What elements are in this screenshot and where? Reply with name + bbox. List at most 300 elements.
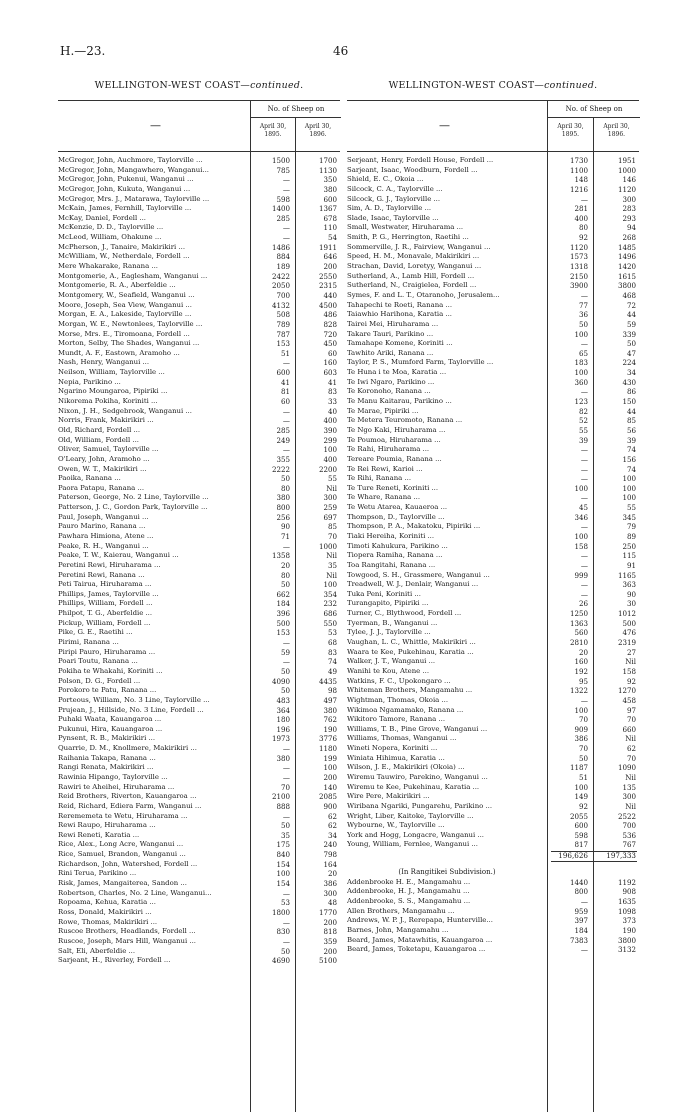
owner-name: Turangapito, Pipiriki ... bbox=[347, 599, 429, 608]
owner-name: Pike, G. E., Raetihi ... bbox=[58, 628, 133, 637]
sheep-1896: 458 bbox=[622, 695, 636, 705]
owner-name: Young, William, Fernlee, Wanganui ... bbox=[347, 840, 478, 849]
table-row bbox=[58, 686, 340, 696]
table-row bbox=[347, 571, 639, 581]
table-row bbox=[347, 522, 639, 532]
owner-name: Rewi Raupo, Hiruharama ... bbox=[58, 821, 156, 830]
owner-name: Risk, James, Mangaiterea, Sandon ... bbox=[58, 879, 187, 888]
sheep-1896: 339 bbox=[622, 329, 636, 339]
sheep-1895: 36 bbox=[578, 310, 588, 320]
sheep-1895: — bbox=[282, 744, 290, 754]
table-row bbox=[58, 628, 340, 638]
sheep-1896: 100 bbox=[622, 474, 636, 484]
owner-name: Te Marae, Pipiriki ... bbox=[347, 406, 419, 415]
owner-name: Morton, Selby, The Shades, Wanganui ... bbox=[58, 339, 200, 348]
owner-name: Te Ngo Kaki, Hiruharama ... bbox=[347, 425, 446, 434]
sheep-1895: 4132 bbox=[271, 300, 290, 310]
sheep-1896: 1000 bbox=[318, 541, 337, 551]
table-row bbox=[58, 195, 340, 205]
table-row bbox=[58, 397, 340, 407]
sheep-1896: 190 bbox=[323, 724, 337, 734]
owner-name: McGregor, John, Mangawhero, Wanganui... bbox=[58, 165, 209, 174]
owner-name: Pynsent, R. B., Makirikiri ... bbox=[58, 734, 156, 743]
owner-name: Phillips, William, Fordell ... bbox=[58, 599, 153, 608]
table-row bbox=[58, 378, 340, 388]
document-ref: H.—23. bbox=[60, 44, 106, 58]
sheep-1896: 345 bbox=[622, 512, 636, 522]
owner-name: Beard, James, Toketapu, Kauangaroa ... bbox=[347, 945, 486, 954]
owner-name: McGregor, John, Pukenui, Wanganui ... bbox=[58, 175, 194, 184]
owner-name: Treadwell, W. J., Denlair, Wanganui ... bbox=[347, 580, 479, 589]
sheep-1896: 430 bbox=[622, 377, 636, 387]
table-row bbox=[347, 407, 639, 417]
sheep-1895: 888 bbox=[276, 801, 290, 811]
sheep-1895: 2150 bbox=[569, 271, 588, 281]
sheep-1896: 293 bbox=[622, 213, 636, 223]
sheep-1896: 68 bbox=[327, 638, 337, 648]
owner-name: McGregor, John, Kukuta, Wanganui ... bbox=[58, 184, 191, 193]
owner-name: Pawhara Himiona, Atene ... bbox=[58, 531, 154, 540]
owner-name: Salt, Eli, Aberfeldie ... bbox=[58, 946, 136, 955]
owner-name: Wineti Nopera, Koriniti ... bbox=[347, 744, 438, 753]
sheep-1895: 909 bbox=[574, 724, 588, 734]
sheep-1896: 100 bbox=[323, 580, 337, 590]
table-row bbox=[347, 783, 639, 793]
table-row bbox=[58, 474, 340, 484]
sheep-1895: 39 bbox=[578, 435, 588, 445]
sheep-1895: — bbox=[282, 406, 290, 416]
sheep-1896: 85 bbox=[327, 522, 337, 532]
sheep-1895: 148 bbox=[574, 175, 588, 185]
sheep-1896: 135 bbox=[622, 782, 636, 792]
sheep-1895: — bbox=[282, 184, 290, 194]
table-row bbox=[58, 310, 340, 320]
owner-name: Rangi Renata, Makirikiri ... bbox=[58, 763, 154, 772]
owner-name: Rawiri te Aheihei, Hiruharama ... bbox=[58, 782, 175, 791]
sheep-1896: 2319 bbox=[617, 638, 636, 648]
sheep-1895: 81 bbox=[280, 387, 290, 397]
table-row bbox=[347, 465, 639, 475]
sheep-1895: 51 bbox=[280, 348, 290, 358]
table-row bbox=[347, 734, 639, 744]
sheep-1895: — bbox=[580, 194, 588, 204]
table-row bbox=[58, 262, 340, 272]
table-row bbox=[347, 262, 639, 272]
sheep-1895: 160 bbox=[574, 657, 588, 667]
sheep-1896: 33 bbox=[327, 397, 337, 407]
sheep-1896: 40 bbox=[327, 406, 337, 416]
table-row bbox=[58, 175, 340, 185]
sheep-1895: 71 bbox=[280, 531, 290, 541]
table-row bbox=[58, 156, 340, 166]
sheep-1895: — bbox=[282, 763, 290, 773]
sheep-1896: 300 bbox=[323, 888, 337, 898]
sheep-1895: 70 bbox=[280, 782, 290, 792]
sheep-1896: 380 bbox=[323, 705, 337, 715]
sheep-1895: 1486 bbox=[271, 242, 290, 252]
owner-name: Thompson, P. A., Makatoku, Pipiriki ... bbox=[347, 522, 481, 531]
sheep-1896: 3800 bbox=[617, 935, 636, 945]
sheep-1896: 550 bbox=[323, 618, 337, 628]
sheep-1895: — bbox=[580, 493, 588, 503]
sheep-1896: 536 bbox=[622, 830, 636, 840]
table-row bbox=[347, 397, 639, 407]
sheep-1896: 47 bbox=[626, 348, 636, 358]
sheep-1896: 1130 bbox=[318, 165, 337, 175]
sheep-1896: 373 bbox=[622, 916, 636, 926]
sheep-1896: 62 bbox=[327, 811, 337, 821]
sheep-1895: 180 bbox=[276, 715, 290, 725]
sheep-1895: 1100 bbox=[569, 165, 588, 175]
table-row bbox=[347, 878, 639, 888]
table-row bbox=[347, 744, 639, 754]
sheep-1896: Nil bbox=[625, 657, 636, 667]
owner-name: Peake, R. H., Wanganui ... bbox=[58, 541, 149, 550]
table-row bbox=[58, 436, 340, 446]
owner-name: Shield, E. C., Okoia ... bbox=[347, 175, 424, 184]
owner-name: McKay, Daniel, Fordell ... bbox=[58, 213, 146, 222]
table-header bbox=[58, 100, 340, 152]
sheep-1896: 35 bbox=[327, 560, 337, 570]
sheep-1896: 700 bbox=[622, 821, 636, 831]
table-row bbox=[58, 908, 340, 918]
owner-name: Wire Pere, Makirikiri ... bbox=[347, 792, 430, 801]
sheep-1895: 598 bbox=[276, 194, 290, 204]
sheep-1895: 500 bbox=[276, 618, 290, 628]
table-row bbox=[347, 339, 639, 349]
owner-name: Turner, C., Blythwood, Fordell ... bbox=[347, 609, 462, 618]
table-row bbox=[58, 387, 340, 397]
table-row bbox=[58, 416, 340, 426]
table-row bbox=[347, 436, 639, 446]
sheep-1896: 70 bbox=[327, 531, 337, 541]
table-row bbox=[347, 281, 639, 291]
sheep-1895: 100 bbox=[574, 483, 588, 493]
table-row bbox=[58, 426, 340, 436]
sheep-1895: 560 bbox=[574, 628, 588, 638]
table-row bbox=[347, 648, 639, 658]
sheep-1896: 450 bbox=[323, 339, 337, 349]
sheep-1895: 154 bbox=[276, 879, 290, 889]
sheep-1896: Nil bbox=[625, 734, 636, 744]
sheep-1895: 1120 bbox=[569, 242, 588, 252]
sheep-1895: — bbox=[580, 464, 588, 474]
sheep-1895: 100 bbox=[574, 705, 588, 715]
table-row bbox=[347, 628, 639, 638]
sheep-1895: 256 bbox=[276, 512, 290, 522]
owner-name: Moore, Joseph, Sea View, Wanganui ... bbox=[58, 300, 192, 309]
owner-name: Paora Patapu, Ranana ... bbox=[58, 483, 145, 492]
owner-name: Pukunui, Hira, Kauangaroa ... bbox=[58, 724, 163, 733]
table-row bbox=[347, 696, 639, 706]
sheep-1895: 70 bbox=[578, 715, 588, 725]
sheep-1895: 70 bbox=[578, 744, 588, 754]
sheep-1896: 476 bbox=[622, 628, 636, 638]
sheep-1896: 486 bbox=[323, 310, 337, 320]
sheep-1895: 1440 bbox=[569, 877, 588, 887]
sheep-1896: 767 bbox=[622, 840, 636, 850]
sheep-1896: 1165 bbox=[617, 570, 636, 580]
owner-name: Taylor, P. S., Mumford Farm, Taylorville ... bbox=[347, 358, 494, 367]
sheep-1895: — bbox=[282, 936, 290, 946]
owner-name: Te Manu Kaitarau, Parikino ... bbox=[347, 397, 452, 406]
sheep-1895: — bbox=[282, 175, 290, 185]
sheep-1896: 199 bbox=[323, 753, 337, 763]
table-row bbox=[58, 320, 340, 330]
owner-name: Montgomerie, R. A., Aberfeldie ... bbox=[58, 281, 176, 290]
col-1895-header: April 30, 1895. bbox=[250, 117, 295, 151]
owner-name: Morgan, E. A., Lakeside, Taylorville ... bbox=[58, 310, 192, 319]
sheep-1895: — bbox=[580, 474, 588, 484]
sheep-1895: 959 bbox=[574, 906, 588, 916]
table-row bbox=[347, 763, 639, 773]
table-row bbox=[347, 812, 639, 822]
sheep-1895: 483 bbox=[276, 695, 290, 705]
sheep-1895: — bbox=[282, 811, 290, 821]
sheep-1895: 100 bbox=[574, 531, 588, 541]
sheep-1895: 196 bbox=[276, 724, 290, 734]
sheep-1896: 1700 bbox=[318, 156, 337, 165]
sheep-1895: 59 bbox=[280, 647, 290, 657]
owner-name: Strachan, David, Loretyy, Wanganui ... bbox=[347, 262, 482, 271]
owner-name: Tiaki Hereiha, Koriniti ... bbox=[347, 531, 435, 540]
sheep-1896: 3776 bbox=[318, 734, 337, 744]
owner-name: Tairei Mei, Hiruharama ... bbox=[347, 319, 439, 328]
sheep-1896: 798 bbox=[323, 850, 337, 860]
table-row bbox=[347, 445, 639, 455]
sheep-1896: 300 bbox=[323, 493, 337, 503]
col-1896-header: April 30, 1896. bbox=[295, 117, 340, 151]
owner-name: Sommerville, J. R., Fairview, Wanganui ... bbox=[347, 242, 491, 251]
table-row bbox=[58, 233, 340, 243]
table-row bbox=[347, 706, 639, 716]
sheep-1895: — bbox=[282, 917, 290, 927]
sheep-1895: 2222 bbox=[271, 464, 290, 474]
table-row bbox=[58, 648, 340, 658]
sheep-1895: 3900 bbox=[569, 281, 588, 291]
sheep-1896: 74 bbox=[626, 464, 636, 474]
table-row bbox=[347, 185, 639, 195]
sheep-1896: 44 bbox=[626, 406, 636, 416]
owner-name: Tuka Peni, Koriniti ... bbox=[347, 589, 421, 598]
owner-name: Addenbrooke H. E., Mangamahu ... bbox=[347, 877, 471, 886]
owner-name: Raihania Takapa, Ranana ... bbox=[58, 753, 156, 762]
sheep-1896: 250 bbox=[622, 541, 636, 551]
owner-name: Ross, Donald, Makirikiri ... bbox=[58, 907, 152, 916]
owner-name: Pauro Marino, Ranana ... bbox=[58, 522, 146, 531]
owner-name: Vaughan, L. C., Whittle, Makirikiri ... bbox=[347, 638, 476, 647]
table-row bbox=[58, 445, 340, 455]
table-row bbox=[347, 619, 639, 629]
table-row bbox=[58, 599, 340, 609]
sheep-1895: 397 bbox=[574, 916, 588, 926]
sheep-1896: 380 bbox=[323, 184, 337, 194]
sheep-1896: 72 bbox=[626, 300, 636, 310]
owner-name: Rawinia Hipango, Taylorville ... bbox=[58, 773, 168, 781]
sheep-1895: 50 bbox=[280, 686, 290, 696]
owner-name: Pickup, William, Fordell ... bbox=[58, 618, 151, 627]
table-row bbox=[347, 320, 639, 330]
table-row bbox=[347, 223, 639, 233]
sheep-1896: 1098 bbox=[617, 906, 636, 916]
sheep-1896: 1770 bbox=[318, 907, 337, 917]
sheep-1895: 80 bbox=[280, 570, 290, 580]
owner-name: Ropoama, Kehua, Karatia ... bbox=[58, 898, 156, 907]
table-row bbox=[58, 763, 340, 773]
owner-name: Speed, H. M., Monavale, Makirikiri ... bbox=[347, 252, 480, 261]
sheep-1896: 146 bbox=[622, 175, 636, 185]
sheep-1895: 884 bbox=[276, 252, 290, 262]
sheep-1895: — bbox=[580, 387, 588, 397]
sheep-1896: 200 bbox=[323, 917, 337, 927]
owner-name: Sarjeant, H., Riverley, Fordell ... bbox=[58, 956, 171, 965]
sheep-1895: 1216 bbox=[569, 184, 588, 194]
sheep-1896: Nil bbox=[625, 773, 636, 782]
owner-name: Prujean, J., Hillside, No. 3 Line, Fordell ... bbox=[58, 705, 204, 714]
table-row bbox=[58, 281, 340, 291]
sheep-1896: 1951 bbox=[617, 156, 636, 165]
sheep-1895: 35 bbox=[280, 830, 290, 840]
table-row bbox=[347, 887, 639, 897]
sheep-1896: 56 bbox=[626, 425, 636, 435]
sheep-1895: — bbox=[580, 897, 588, 907]
owner-name: Te Metera Teuromoto, Ranana ... bbox=[347, 416, 463, 425]
sheep-1896: 90 bbox=[626, 589, 636, 599]
table-row bbox=[347, 310, 639, 320]
table-row bbox=[58, 696, 340, 706]
table-row bbox=[347, 599, 639, 609]
sheep-1896: 697 bbox=[323, 512, 337, 522]
owner-name: Phillips, James, Taylorville ... bbox=[58, 589, 159, 598]
owner-name: Pirimi, Ranana ... bbox=[58, 638, 119, 647]
sheep-1896: 299 bbox=[323, 435, 337, 445]
sheep-1895: 840 bbox=[276, 850, 290, 860]
sheep-1895: 1358 bbox=[271, 551, 290, 561]
owner-name: Te Huna i te Moa, Karatia ... bbox=[347, 368, 447, 377]
table-row bbox=[347, 233, 639, 243]
owner-name: Pokiha te Whakahi, Koriniti ... bbox=[58, 666, 163, 675]
sheep-1895: — bbox=[580, 551, 588, 561]
owner-name: Rerememeta te Wetu, Hiruharama ... bbox=[58, 811, 188, 820]
owner-name: Serjeant, Henry, Fordell House, Fordell ... bbox=[347, 156, 494, 164]
owner-name: Reid Brothers, Riverton, Kauangaroa ... bbox=[58, 792, 197, 801]
sheep-1896: 164 bbox=[323, 859, 337, 869]
owner-name: Wiribana Ngariki, Pungarehu, Parikino ... bbox=[347, 801, 493, 810]
table-row bbox=[58, 773, 340, 783]
sheep-1896: Nil bbox=[326, 570, 337, 580]
sheep-1895: 192 bbox=[574, 666, 588, 676]
table-row bbox=[58, 927, 340, 937]
sheep-1896: 224 bbox=[622, 358, 636, 368]
table-row bbox=[347, 609, 639, 619]
table-row bbox=[58, 243, 340, 253]
owner-name: Wright, Liber, Kaitoke, Taylorville ... bbox=[347, 811, 474, 820]
owner-name: McGregor, Mrs. J., Matarawa, Taylorville ... bbox=[58, 194, 210, 203]
table-row bbox=[347, 272, 639, 282]
sheep-1896: 2522 bbox=[617, 811, 636, 821]
table-row bbox=[347, 349, 639, 359]
sheep-1896: 53 bbox=[327, 628, 337, 638]
table-row bbox=[58, 725, 340, 735]
owner-name: Rini Terua, Parikino ... bbox=[58, 869, 137, 878]
sheep-1895: 45 bbox=[578, 503, 588, 513]
sheep-1895: 100 bbox=[574, 329, 588, 339]
table-row bbox=[347, 243, 639, 253]
owner-name: Montgomery, W., Seafield, Wanganui ... bbox=[58, 290, 195, 299]
owner-name: Wikimoa Ngamamako, Ranana ... bbox=[347, 705, 464, 714]
sheep-1895: 355 bbox=[276, 454, 290, 464]
sheep-1895: 77 bbox=[578, 300, 588, 310]
sheep-1895: 20 bbox=[578, 647, 588, 657]
owner-name: Porokoro te Patu, Ranana ... bbox=[58, 686, 157, 695]
sheep-1896: 39 bbox=[626, 435, 636, 445]
sheep-1896: 48 bbox=[327, 898, 337, 908]
sheep-1896: 2200 bbox=[318, 464, 337, 474]
sheep-1896: 1367 bbox=[318, 204, 337, 214]
owner-name: O'Leary, John, Aramoho ... bbox=[58, 454, 150, 463]
owner-name: McGregor, John, Auchmore, Taylorville ... bbox=[58, 156, 203, 164]
table-row bbox=[347, 513, 639, 523]
sheep-1895: 4690 bbox=[271, 956, 290, 966]
table-row bbox=[347, 291, 639, 301]
sheep-1896: 100 bbox=[622, 483, 636, 493]
table-row bbox=[58, 493, 340, 503]
owner-name: Mundt, A. F., Eastown, Aramoho ... bbox=[58, 348, 180, 357]
sheep-1895: 785 bbox=[276, 165, 290, 175]
owner-name: Smith, P. G., Herrington, Raetihi ... bbox=[347, 233, 469, 242]
sheep-1895: 53 bbox=[280, 898, 290, 908]
sheep-table-right bbox=[347, 156, 639, 955]
sheep-1895: — bbox=[580, 695, 588, 705]
sheep-1895: 92 bbox=[578, 801, 588, 811]
sheep-1896: 70 bbox=[626, 753, 636, 763]
table-row bbox=[58, 860, 340, 870]
table-row bbox=[347, 542, 639, 552]
owner-name: Barnes, John, Mangamahu ... bbox=[347, 925, 449, 934]
sheep-1896: 158 bbox=[622, 666, 636, 676]
table-row bbox=[58, 918, 340, 928]
sheep-1896: 1090 bbox=[617, 763, 636, 773]
table-row bbox=[347, 416, 639, 426]
sheep-1895: 50 bbox=[578, 753, 588, 763]
table-row bbox=[58, 657, 340, 667]
table-row bbox=[58, 840, 340, 850]
sheep-1895: 1973 bbox=[271, 734, 290, 744]
owner-name: Te Rahi, Hiruharama ... bbox=[347, 445, 430, 454]
sheep-1895: 360 bbox=[574, 377, 588, 387]
total-1896: 197,333 bbox=[606, 851, 636, 861]
section-title: (In Rangitikei Subdivision.) bbox=[398, 868, 496, 877]
owner-name: Wilson, J. E., Makirikiri (Okoia) ... bbox=[347, 763, 465, 772]
sheep-1896: 83 bbox=[327, 647, 337, 657]
table-row bbox=[58, 330, 340, 340]
sheep-1895: 999 bbox=[574, 570, 588, 580]
owner-name: Taiawhio Harihona, Karatia ... bbox=[347, 310, 452, 319]
sheep-1895: 789 bbox=[276, 319, 290, 329]
table-row bbox=[58, 869, 340, 879]
owner-name: Peake, T. W., Kaierau, Wanganui ... bbox=[58, 551, 179, 560]
owner-name: Sim, A. D., Taylorville ... bbox=[347, 204, 432, 213]
name-column-header: — bbox=[150, 119, 161, 132]
sheep-1896: 603 bbox=[323, 368, 337, 378]
sheep-1896: 497 bbox=[323, 695, 337, 705]
table-row bbox=[58, 947, 340, 957]
owner-name: Tyerman, B., Wanganui ... bbox=[347, 618, 438, 627]
sheep-1896: 1192 bbox=[617, 877, 636, 887]
sheep-1895: — bbox=[580, 454, 588, 464]
table-row bbox=[58, 937, 340, 947]
col-1895-header: April 30, 1895. bbox=[547, 117, 593, 151]
